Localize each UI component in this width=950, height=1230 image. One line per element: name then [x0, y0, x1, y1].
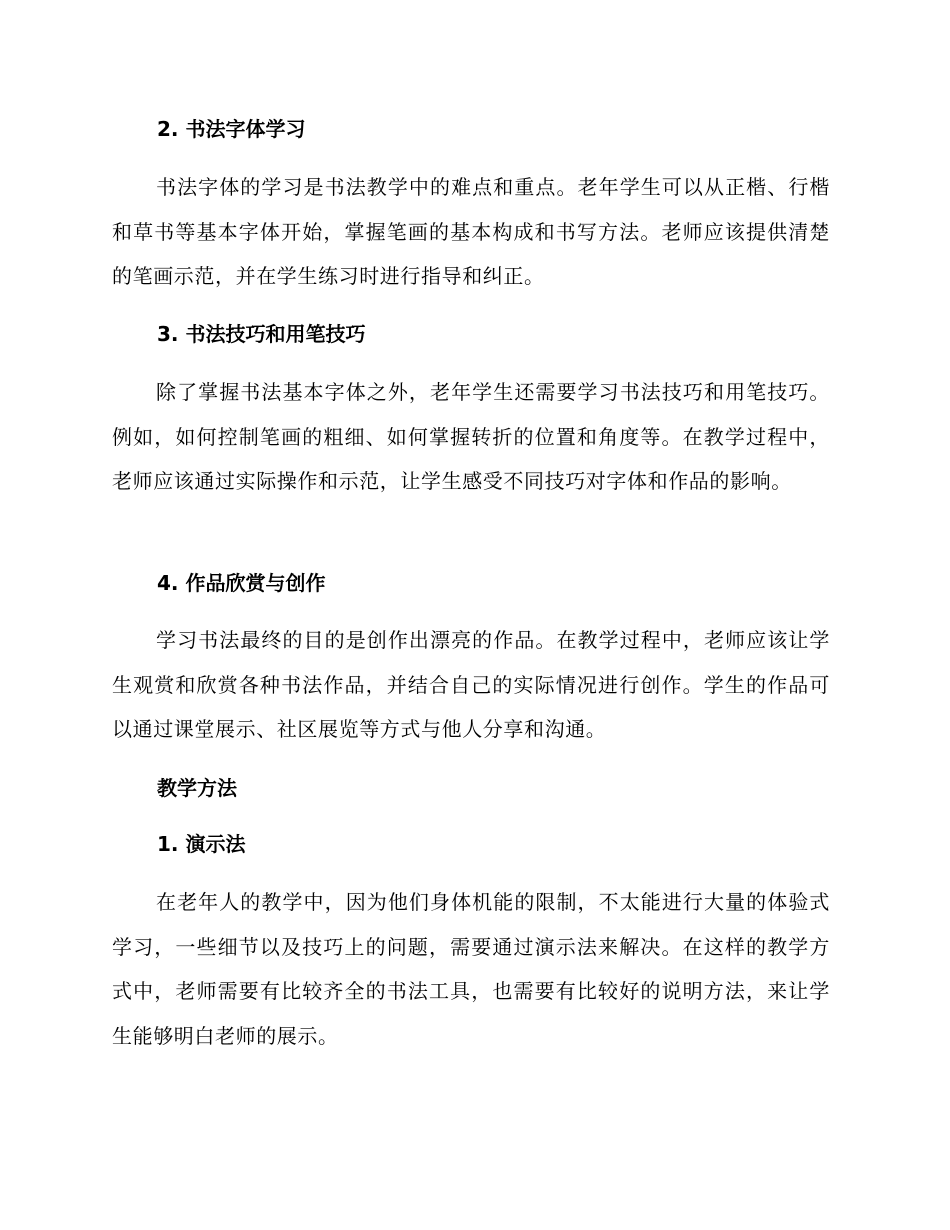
- section-heading-appreciation-creation: 4. 作品欣赏与创作: [157, 571, 326, 595]
- method-heading-demonstration: 1. 演示法: [157, 832, 246, 856]
- paragraph-calligraphy-fonts: 书法字体的学习是书法教学中的难点和重点。老年学生可以从正楷、行楷和草书等基本字体开始，掌握笔画的基本构成和书写方法。老师应该提供清楚的笔画示范，并在学生练习时进行指导和纠正。: [112, 175, 830, 288]
- section-heading-calligraphy-techniques: 3. 书法技巧和用笔技巧: [157, 322, 366, 346]
- paragraph-appreciation-creation: 学习书法最终的目的是创作出漂亮的作品。在教学过程中，老师应该让学生观赏和欣赏各种书法作品，并结合自己的实际情况进行创作。学生的作品可以通过课堂展示、社区展览等方式与他人分享和沟通。: [112, 628, 830, 741]
- paragraph-calligraphy-techniques: 除了掌握书法基本字体之外，老年学生还需要学习书法技巧和用笔技巧。例如，如何控制笔画的粗细、如何掌握转折的位置和角度等。在教学过程中，老师应该通过实际操作和示范，让学生感受不同技巧对字体和作品的影响。: [112, 380, 830, 493]
- paragraph-demonstration: 在老年人的教学中，因为他们身体机能的限制，不太能进行大量的体验式学习，一些细节以及技巧上的问题，需要通过演示法来解决。在这样的教学方式中，老师需要有比较齐全的书法工具，也需要有比较好的说明方法，来让学生能够明白老师的展示。: [112, 890, 830, 1048]
- section-heading-calligraphy-fonts: 2. 书法字体学习: [157, 117, 306, 141]
- section-title-teaching-methods: 教学方法: [157, 776, 237, 800]
